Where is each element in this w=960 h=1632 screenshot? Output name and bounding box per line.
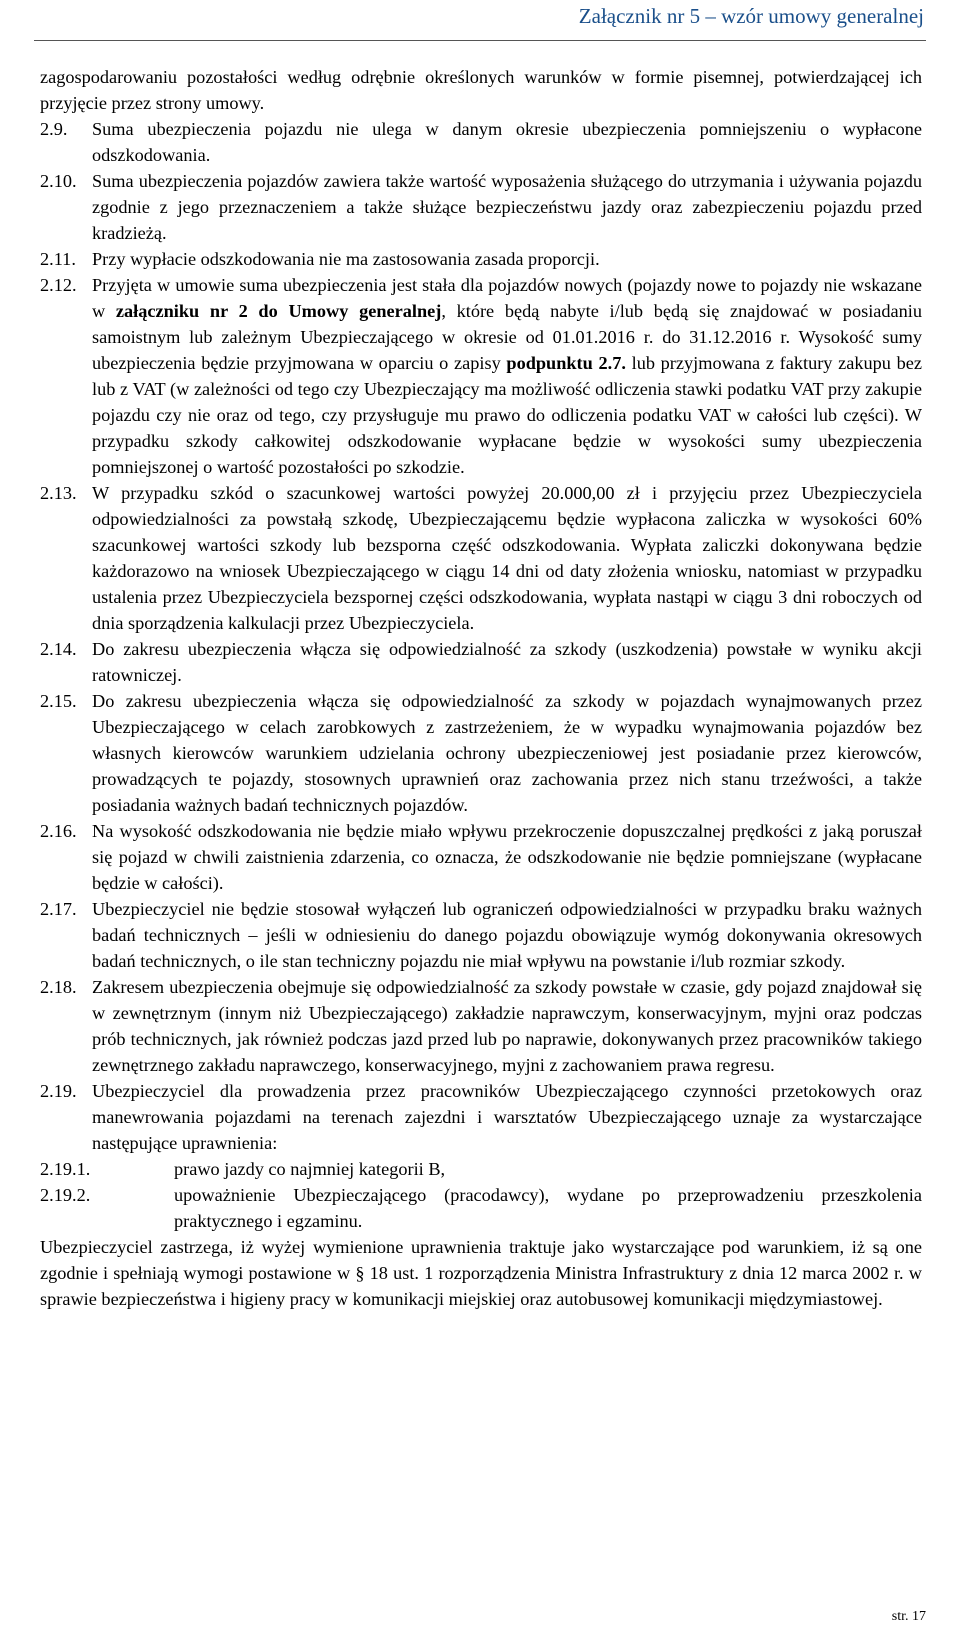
clause-number: 2.16.: [40, 821, 77, 841]
clause-text: Do zakresu ubezpieczenia włącza się odpowiedzialność za szkody (uszkodzenia) powstałe w wyniku akcji ratowniczej.: [92, 639, 922, 685]
clause-number: 2.11.: [40, 249, 76, 269]
clause-2-14: [40, 636, 922, 688]
clause-2-11: [40, 246, 922, 272]
continued-paragraph: zagospodarowaniu pozostałości według odrębnie określonych warunków w formie pisemnej, potwierdzającej ich przyjęcie przez strony umowy.: [40, 67, 922, 113]
clause-number: 2.15.: [40, 691, 77, 711]
clause-2-12: [40, 272, 922, 480]
clause-number: 2.9.: [40, 119, 68, 139]
clause-text: Zakresem ubezpieczenia obejmuje się odpowiedzialność za szkody powstałe w czasie, gdy pojazd znajdował się w zewnętrznym (innym niż Ubezpieczającego) zakładzie naprawczym, konserwacyjnym, myjni oraz podczas prób technicznych, jak również podczas jazd przed lub po naprawie, dokonywanych przez pracowników takiego zewnętrznego zakładu naprawczego, konserwacyjnego, myjni z zachowaniem prawa regresu.: [92, 977, 922, 1075]
clause-text: Ubezpieczyciel nie będzie stosował wyłączeń lub ograniczeń odpowiedzialności w przypadku braku ważnych badań technicznych – jeśli w odniesieniu do danego pojazdu obowiązuje wymóg dokonywania okresowych badań technicznych, o ile stan techniczny pojazdu nie miał wpływu na powstanie i/lub rozmiar szkody.: [92, 899, 922, 971]
clause-bold-reference: podpunktu 2.7.: [506, 353, 626, 373]
clause-2-13: [40, 480, 922, 636]
clause-number: 2.17.: [40, 899, 77, 919]
clause-bold-reference: załączniku nr 2 do Umowy generalnej: [115, 301, 442, 321]
subclause-text: upoważnienie Ubezpieczającego (pracodawcy), wydane po przeprowadzeniu przeszkolenia praktycznego i egzaminu.: [174, 1185, 922, 1231]
clause-text-part: Przyjęta w umowie suma ubezpieczenia jest stała dla pojazdów nowych (pojazdy nowe to pojazdy nie wskazane w: [92, 275, 922, 321]
clause-2-17: [40, 896, 922, 974]
clause-number: 2.12.: [40, 275, 77, 295]
subclause-number: 2.19.2.: [40, 1185, 91, 1205]
clause-text: Do zakresu ubezpieczenia włącza się odpowiedzialność za szkody w pojazdach wynajmowanych przez Ubezpieczającego w celach zarobkowych z zastrzeżeniem, że w wypadku wynajmowania pojazdów bez własnych kierowców warunkiem udzielania ochrony ubezpieczeniowej jest posiadanie przez kierowców, prowadzących te pojazdy, stosownych uprawnień oraz zachowania przez nich stanu trzeźwości, a także posiadania ważnych badań technicznych pojazdów.: [92, 691, 922, 815]
clause-text: Na wysokość odszkodowania nie będzie miało wpływu przekroczenie dopuszczalnej prędkości z jaką poruszał się pojazd w chwili zaistnienia zdarzenia, co oznacza, że odszkodowanie nie będzie pomniejszane (wypłacane będzie w całości).: [92, 821, 922, 893]
clause-number: 2.14.: [40, 639, 77, 659]
clause-2-9: [40, 116, 922, 168]
clause-text: Suma ubezpieczenia pojazdu nie ulega w danym okresie ubezpieczenia pomniejszeniu o wypłacone odszkodowania.: [92, 119, 922, 165]
clause-number: 2.13.: [40, 483, 77, 503]
subclause-2-19-1: [40, 1156, 922, 1182]
clause-number: 2.19.: [40, 1081, 77, 1101]
clause-number: 2.18.: [40, 977, 77, 997]
clause-text-part: , które będą nabyte i/lub będą się znajdować w posiadaniu samoistnym lub zależnym Ubezpieczającego w okresie od 01.01.2016 r. do 31.12.2016 r. Wysokość sumy ubezpieczenia będzie przyjmowana w oparciu o zapisy: [92, 301, 923, 373]
subclause-2-19-2: [40, 1182, 922, 1234]
page-header-title: Załącznik nr 5 – wzór umowy generalnej: [578, 4, 924, 28]
clause-2-10: [40, 168, 922, 246]
clause-2-19: [40, 1078, 922, 1156]
clause-text: W przypadku szkód o szacunkowej wartości powyżej 20.000,00 zł i przyjęciu przez Ubezpieczyciela odpowiedzialności za powstałą szkodę, Ubezpieczającemu będzie wypłacona zaliczka w wysokości 60% szacunkowej wartości szkody lub bezsporna część odszkodowania. Wypłata zaliczki dokonywana będzie każdorazowo na wniosek Ubezpieczającego w ciągu 14 dni od daty złożenia wniosku, natomiast w przypadku ustalenia przez Ubezpieczyciela bezspornej części odszkodowania, wypłata nastąpi w ciągu 3 dni roboczych od dnia sporządzenia kalkulacji przez Ubezpieczyciela.: [92, 483, 922, 633]
clause-text-part: lub przyjmowana z faktury zakupu bez lub z VAT (w zależności od tego czy Ubezpieczający ma możliwość odliczenia stawki podatku VAT przy zakupie pojazdu czy nie oraz od tego, czy przysługuje mu prawo do odliczenia podatku VAT w całości lub części). W przypadku szkody całkowitej odszkodowanie wypłacane będzie w wysokości sumy ubezpieczenia pomniejszonej o wartość pozostałości po szkodzie.: [92, 353, 922, 477]
clause-number: 2.10.: [40, 171, 77, 191]
subclause-text: prawo jazdy co najmniej kategorii B,: [174, 1159, 446, 1179]
clause-2-16: [40, 818, 922, 896]
header-divider: [34, 40, 926, 41]
page-number: str. 17: [891, 1609, 926, 1624]
clause-text: Przy wypłacie odszkodowania nie ma zastosowania zasada proporcji.: [92, 249, 600, 269]
clause-2-18: [40, 974, 922, 1078]
document-body: [40, 64, 922, 1312]
clause-text: Ubezpieczyciel dla prowadzenia przez pracowników Ubezpieczającego czynności przetokowych oraz manewrowania pojazdami na terenach zajezdni i warsztatów Ubezpieczającego uznaje za wystarczające następujące uprawnienia:: [92, 1081, 922, 1153]
clause-text: Suma ubezpieczenia pojazdów zawiera także wartość wyposażenia służącego do utrzymania i używania pojazdu zgodnie z jego przeznaczeniem a także służące bezpieczeństwu jazdy oraz zabezpieczeniu pojazdu przed kradzieżą.: [92, 171, 922, 243]
closing-paragraph: Ubezpieczyciel zastrzega, iż wyżej wymienione uprawnienia traktuje jako wystarczające pod warunkiem, iż są one zgodnie i spełniają wymogi postawione w § 18 ust. 1 rozporządzenia Ministra Infrastruktury z dnia 12 marca 2002 r. w sprawie bezpieczeństwa i higieny pracy w komunikacji miejskiej oraz autobusowej komunikacji międzymiastowej.: [40, 1237, 922, 1309]
clause-2-15: [40, 688, 922, 818]
subclause-number: 2.19.1.: [40, 1159, 91, 1179]
